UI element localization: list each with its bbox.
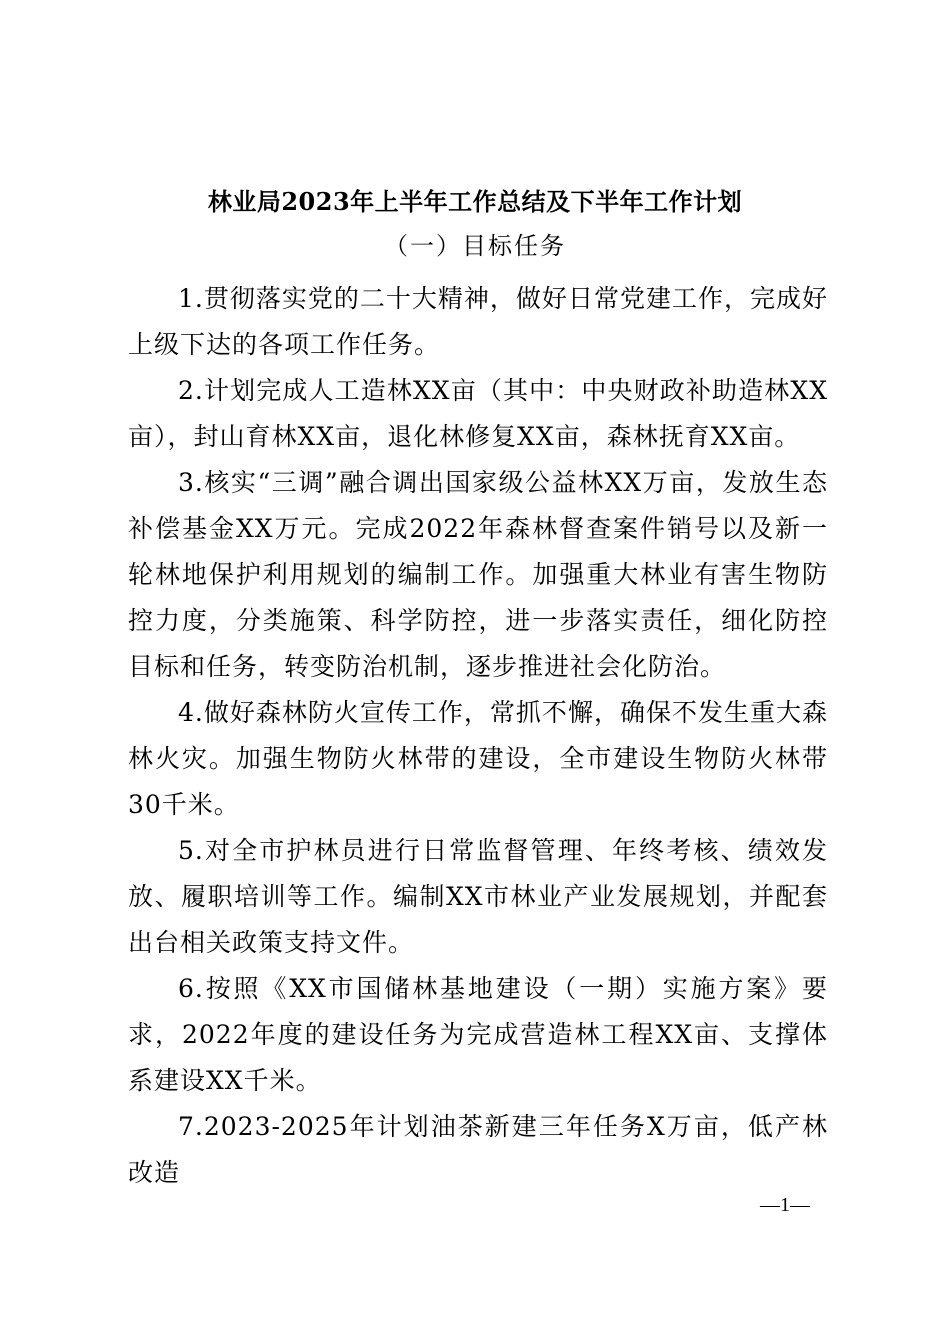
paragraph-7: 7.2023-2025年计划油茶新建三年任务X万亩，低产林改造 (128, 1112, 828, 1187)
paragraph-4: 4.做好森林防火宣传工作，常抓不懈，确保不发生重大森林火灾。加强生物防火林带的建设，全市建设生物防火林带30千米。 (128, 698, 828, 819)
paragraph-6: 6.按照《XX市国储林基地建设（一期）实施方案》要求，2022年度的建设任务为完成营造林工程XX亩、支撑体系建设XX千米。 (128, 974, 828, 1095)
section-heading: （一）目标任务 (384, 232, 566, 260)
paragraph-5: 5.对全市护林员进行日常监督管理、年终考核、绩效发放、履职培训等工作。编制XX市林业产业发展规划，并配套出台相关政策支持文件。 (128, 836, 828, 957)
document-body (128, 276, 828, 1196)
paragraph-1: 1.贯彻落实党的二十大精神，做好日常党建工作，完成好上级下达的各项工作任务。 (128, 284, 828, 359)
paragraph-2: 2.计划完成人工造林XX亩（其中：中央财政补助造林XX亩），封山育林XX亩，退化林修复XX亩，森林抚育XX亩。 (128, 376, 828, 451)
page-number: —1— (760, 1194, 810, 1216)
paragraph-3: 3.核实“三调”融合调出国家级公益林XX万亩，发放生态补偿基金XX万元。完成2022年森林督查案件销号以及新一轮林地保护利用规划的编制工作。加强重大林业有害生物防控力度，分类施策、科学防控，进一步落实责任，细化防控目标和任务，转变防治机制，逐步推进社会化防治。 (128, 468, 828, 681)
document-title: 林业局2023年上半年工作总结及下半年工作计划 (207, 187, 743, 216)
